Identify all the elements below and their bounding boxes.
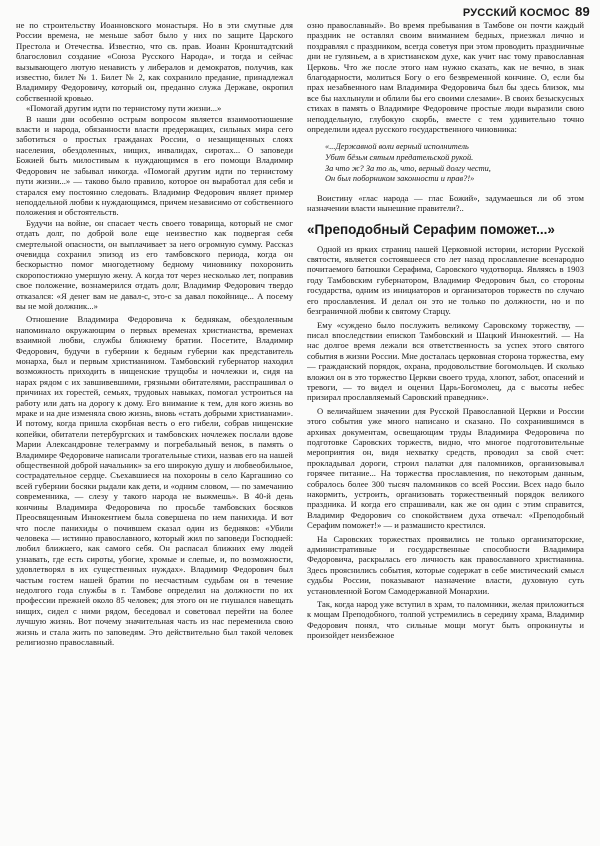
- poem-line: Он был поборником законности и прав?!»: [325, 174, 475, 184]
- paragraph: Ему «суждено было послужить великому Саровскому торжеству, — писал впоследствии епископ Тамбовский и Шацкий Иннокентий. — На нас долгое время лежали вся ответственность за успех этого святого события в жизни России. Мне досталась церковная сторона торжества, ему — гражданский порядок, охрана, продовольствие богомольцев. И сколько вложил он в это торжество Церкви своего труда, хлопот, забот, опасений и тревоги, — то видел и оценил Царь-Богомолец, да с высоты небес призирал прославляемый Саровский праведник».: [307, 319, 584, 403]
- poem-line: За что ж? За то ль, что, верный долгу чести,: [325, 163, 491, 173]
- page-number: 89: [575, 4, 590, 19]
- poem-quote: [325, 142, 584, 184]
- magazine-title: РУССКИЙ КОСМОС: [462, 7, 570, 19]
- section-title: «Преподобный Серафим поможет...»: [307, 221, 555, 237]
- paragraph: озно православный». Во время пребывания в Тамбове он почти каждый праздник не оставлял своим вниманием бедных, приезжал лично и поздравлял с праздником, всегда советуя при этом проводить праздничные дни не гуляньем, а в христианском духе, как учит нас тому православная Церковь. Что же после этого нам нужно сказать, как не вечно, в знак благодарности, молиться Богу о его безвременной кончине. О, если бы прах незабвенного нам Владимира Федоровича был бы здесь близок, мы все бы нахлынули и облили бы его своими слезами». В своих безыскусных стихах в память о Владимире Федоровиче простые люди выразили свою неподдельную, глубокую скорбь, вместе с тем удивительно точно определили идеал русского государственного чиновника:: [307, 20, 584, 135]
- paragraph: Воистину «глас народа — глас Божий», задумаешься ли об этом назначении власти нынешние правители?..: [307, 192, 584, 214]
- paragraph: не по строительству Иоанновского монастыря. Но в эти смутные для России времена, не меньше забот было у них по защите Царского Престола и Отечества. Известно, что св. прав. Иоанн Кронштадтский благословил создание «Союза Русского Народа», и тогда и сейчас вызывающего лютую ненависть у либералов и демократов, получив, как известно, билет № 1. Билет № 2, как сохранило предание, принадлежал Владимиру Федоровичу, который он, преданно служа Державе, окропил собственной кровью.: [16, 20, 293, 103]
- paragraph: Так, когда народ уже вступил в храм, то паломники, желая приложиться к мощам Преподобного, толпой устремились в середину храма, Владимир Федорович понял, что сильные мощи могут быть опрокинуты и произойдет неизбежное: [307, 599, 584, 641]
- poem-line: Убит бёзьм сятым предательской рукой.: [325, 153, 474, 163]
- poem-line: «...Державной воли верный исполнитель: [325, 142, 469, 152]
- paragraph: В наши дни особенно острым вопросом является взаимоотношение власти и народа, обязанности власти предержащих, сильных мира сего заботиться о простых гражданах России, о незащищенных слоях населения, обездоленных, нищих, инвалидах, сиротах... О заповеди Божией быть милостивым к нуждающимся в его помощи Владимир Федорович не забывал никогда. «Помогай другим идти по тернистому пути жизни...» — таково было правило, которое он выработал для себя и старался ему постоянно следовать. Владимир Федорович являет пример неподдельной любви к нуждающимся, причем независимо от собственного положения и обстоятельств.: [16, 113, 293, 218]
- paragraph: Отношение Владимира Федоровича к беднякам, обездоленным напоминало окружающим о первых временах христианства, временах взаимной любви, службы ближнему братии. Посетите, Владимир Федорович, будучи в губернии к бедным губерни как представитель монарха, был и первым христианином. Тамбовский губернатор находил возможность приходить в нищенские трущобы и ночлежки и, сидя на нарах рядом с их завшивевшими, грязными обитателями, расспрашивал о причинах их горестей, семьях, трудовых навыках, помогал устроиться на работу или дать на дорогу к дому. Его внимание к тем, для кого жизнь во мраке и на дне изменяла свою жизнь, вновь «стать добрыми христианами». И потому, когда пришла скорбная весть о его гибели, собрав нищенские копейки, обитатели петербургских и тамбовских ночлежек послали вдове Марии Александровне телеграмму и погребальный венок, в память о Владимире Федоровиче написали трогательные стихи, назвав его на нашей общественной доброй начальник» за его широкую душу и любвеобильное, сострадательное сердце. Съехавшиеся на похороны в село Каргашино со всей губернии босяки рыдали как дети, и «одним словом, — по замечанию современника, — слезу у такого народа не выжмешь». В 40-й день кончины Владимира Федоровича по просьбе тамбовских босяков Преосвященным Иннокентием была совершена по нем панихида. И вот что после панихиды о почившем сказал один из бедняков: «Убили человека — истинно православного, который жил по заповеди Господней: любил ближнего, как самого себя. Он распасал ближних ему людей узнавать, где есть сироты, убогие, хромые и слепые, и, по возможности, удовлетворял в их существенных нуждах». Владимир Федорович был частым гостем нашей братии по несчастным судьбам он в течение недолгого года службы в г. Тамбове определил на должности по их профессии прежней около 85 человек; для этого он не гнушался навещать нищих, сидел с ними рядом, беседовал и советовал перейти на более лучшую жизнь. Вот почему значительная часть из нас переменила свою жизнь и стала жить по заповедям. Это действительно был такой человек религиозно православный.: [16, 314, 293, 647]
- quote-heading: «Помогай другим идти по тернистому пути жизни...»: [26, 103, 222, 114]
- paragraph: О величайшем значении для Русской Православной Церкви и России этого события уже много написано и сказано. По сохранившимся в архивах документам, освещающим труды Владимира Федоровича по подготовке Саровских торжеств, видно, что многое подготовительные мероприятия он, видя нехватку средств, проводил за свой счет: прокладывал дороги, строил палатки для паломников, организовывал горячее питание... На торжества прославления, по некоторым данным, собралось более 300 тысяч паломников со всей России. Всех надо было накормить, устроить, организовать торжественный порядок великого праздника. И когда его спрашивали, как же он один с этим справится, Владимир Федорович со спокойствием духа отвечал: «Преподобный Серафим поможет!» — и размашисто крестился.: [307, 405, 584, 531]
- left-column: [16, 20, 293, 838]
- right-column: [307, 20, 584, 838]
- paragraph: На Саровских торжествах проявились не только организаторские, административные и государственные способности Владимира Федоровича, раскрылась его личность как православного христианина. Здесь прояснились события, которые содержат в себе мистический смысл судьбы России, показывают назначение власти, духовную суть установленной Богом Самодержавной Монархии.: [307, 533, 584, 596]
- paragraph: Одной из ярких страниц нашей Церковной истории, истории Русской святости, является состоявшееся сто лет назад прославление всенародно почитаемого батюшки Серафима, Саровского чудотворца. Являясь в 1903 году Тамбовским губернатором, Владимир Федорович был, со стороны государства, одним из инициаторов и организаторов торжеств по случаю его прославления. И делал он это не только по должности, но и по безграничной любви к святому Старцу.: [307, 243, 584, 317]
- page-header: [463, 4, 590, 19]
- paragraph: Будучи на войне, он спасает честь своего товарища, который не смог отдать долг, по доброй воле еще неизвестно как подвергая себя смертельной опасности, он выплачивает за него огромную сумму. Рассказ очевидца сохранил эпизод из его тамбовского периода, когда он бескорыстно помог многодетному бедному чиновнику похоронить скоропостижно умершую жену. А когда тот через несколько лет, поправив свое положение, вознамерился отдать долг, Владимир Федорович твердо отказался: «Я денег вам не давал-с, это-с за давал покойнице... А посему вы не мой должник...»: [16, 217, 293, 311]
